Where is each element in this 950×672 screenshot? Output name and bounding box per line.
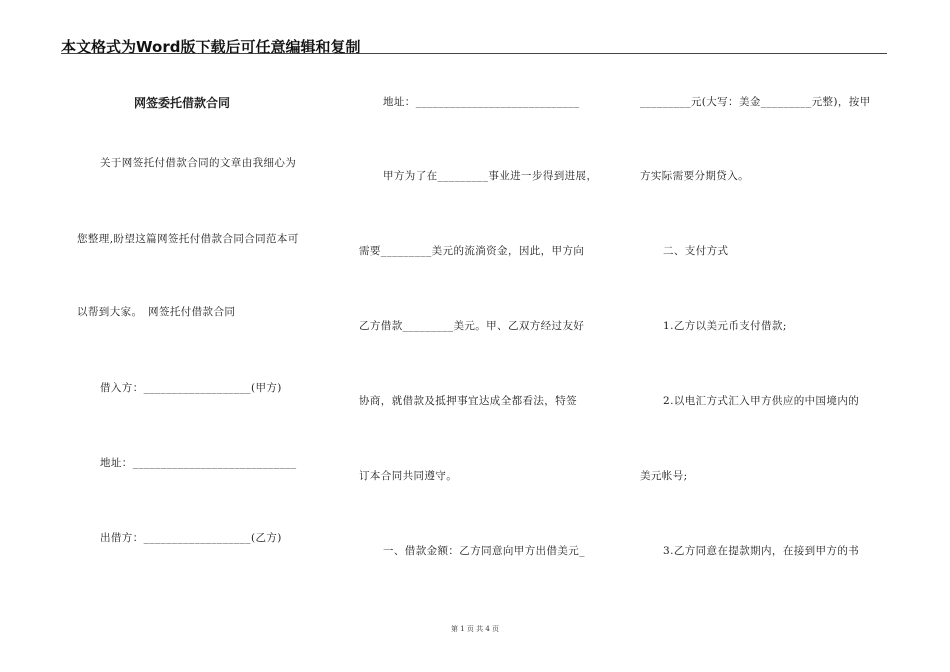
- paragraph-line: 需要_________美元的流淌资金，因此，甲方向: [359, 245, 585, 257]
- paragraph-line: 美元帐号;: [640, 470, 688, 482]
- paragraph-line: 甲方为了在_________事业进一步得到进展，: [383, 170, 598, 182]
- document-header-title: 本文格式为Word版下载后可任意编辑和复制: [61, 38, 361, 56]
- paragraph-line: 协商，就借款及抵押事宜达成全都看法，特签: [359, 395, 577, 407]
- contract-title: 网签委托借款合同: [134, 96, 231, 110]
- loan-amount-clause: 一、借款金额：乙方同意向甲方出借美元_: [383, 545, 585, 557]
- paragraph-line: 乙方借款_________美元。甲、乙双方经过友好: [359, 320, 585, 332]
- paragraph-line: 订本合同共同遵守。: [359, 470, 458, 482]
- address-field: 地址：_____________________________: [100, 457, 297, 469]
- payment-clause: 2.以电汇方式汇入甲方供应的中国境内的: [663, 395, 860, 407]
- address-field: 地址：_____________________________: [383, 96, 580, 108]
- page-number: 第 1 页 共 4 页: [450, 625, 500, 633]
- payment-clause: 3.乙方同意在提款期内，在接到甲方的书: [663, 545, 860, 557]
- lender-field: 出借方：___________________(乙方): [100, 532, 282, 544]
- header-divider: [61, 53, 887, 54]
- paragraph-line: _________元(大写：美金_________元整)，按甲: [640, 96, 871, 108]
- section-heading: 二、支付方式: [663, 245, 729, 257]
- paragraph-line: 以帮到大家。 网签托付借款合同: [77, 306, 236, 318]
- payment-clause: 1.乙方以美元币支付借款;: [663, 320, 787, 332]
- paragraph-line: 方实际需要分期贷入。: [640, 170, 749, 182]
- paragraph-line: 您整理,盼望这篇网签托付借款合同合同范本可: [77, 233, 299, 245]
- borrower-field: 借入方：___________________(甲方): [100, 382, 282, 394]
- paragraph-line: 关于网签托付借款合同的文章由我细心为: [100, 157, 297, 169]
